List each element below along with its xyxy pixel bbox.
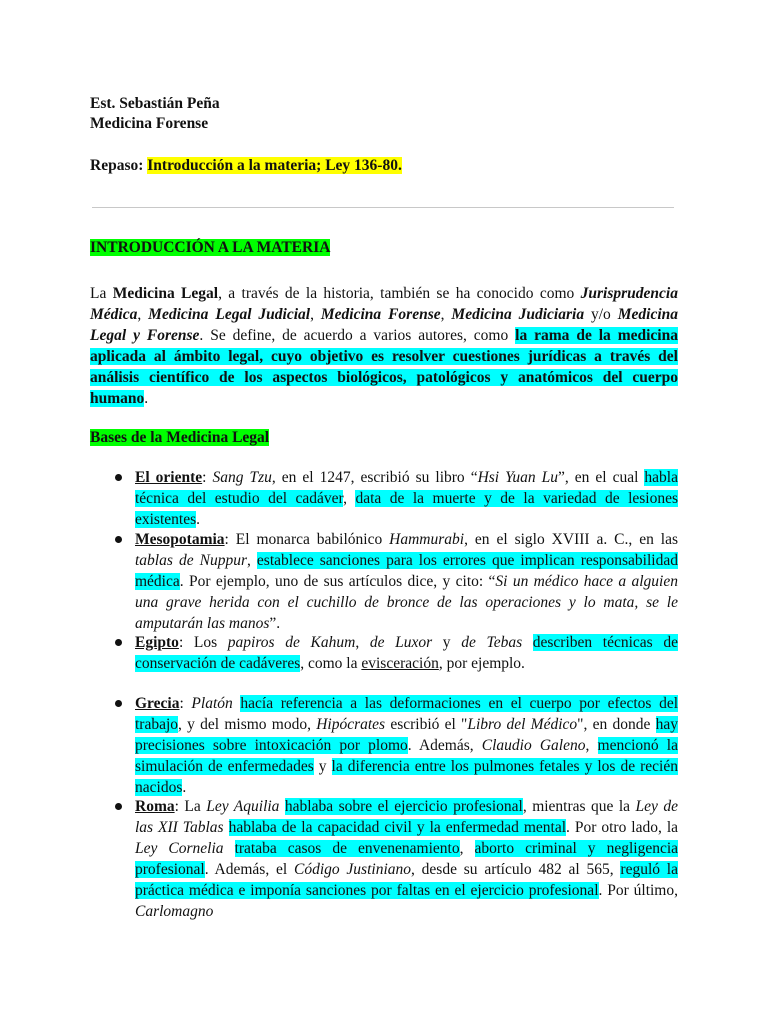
text: . [196, 511, 200, 528]
text: , [247, 552, 257, 569]
text: . Además, el [204, 861, 294, 878]
text: . [144, 390, 149, 407]
text: . Por otro lado, la [566, 819, 678, 836]
text: escribió el " [385, 716, 468, 733]
text [224, 819, 229, 836]
text: , [355, 634, 370, 651]
term: Medicina Legal Judicial [148, 306, 311, 323]
text: ", en donde [577, 716, 656, 733]
text: Ley Cornelia [135, 840, 224, 857]
list-item-mesopotamia [90, 529, 678, 634]
highlight: hablaba de la capacidad civil y la enfermedad mental [228, 819, 567, 836]
section-title-text: INTRODUCCIÓN A LA MATERIA [90, 239, 331, 256]
bullet-icon [115, 700, 122, 707]
term: Medicina Legal y Forense [90, 306, 679, 344]
text: Hsi Yuan Lu [477, 469, 558, 486]
text: . Por último, [598, 882, 678, 899]
text: , en el 1247, escribió su libro “ [271, 469, 478, 486]
text: y/o [584, 306, 618, 323]
highlight: describen técnicas de conservación de cadáveres [135, 634, 678, 672]
text: , por ejemplo. [438, 655, 525, 672]
subheading-text: Bases de la Medicina Legal [90, 429, 270, 446]
quote: Si un médico hace a alguien una grave herida con el cuchillo de bronce de las operaciones y lo mata, se le amputarán las manos [135, 573, 678, 632]
highlight: mencionó la simulación de enfermedades [135, 737, 678, 775]
text: , desde su artículo 482 al 565, [411, 861, 621, 878]
text: La [90, 285, 113, 302]
bullet-icon [115, 639, 122, 646]
text: evisceración [361, 655, 439, 672]
lead: Mesopotamia [135, 531, 225, 548]
text: Código Justiniano [293, 861, 412, 878]
highlight: reguló la práctica médica e imponía sanciones por faltas en el ejercicio profesional [135, 861, 678, 899]
highlight: la diferencia entre los pulmones fetales y los de recién nacidos [135, 758, 678, 796]
text: . Además, [407, 737, 482, 754]
term: Medicina Forense [320, 306, 441, 323]
lead: Egipto [135, 634, 179, 651]
term-medicina-legal: Medicina Legal [112, 285, 219, 302]
subheading [90, 429, 269, 447]
text: , [310, 306, 321, 323]
section-title [90, 239, 330, 257]
text: , [459, 840, 475, 857]
text: : [179, 695, 192, 712]
text: : [202, 469, 213, 486]
text: Hipócrates [316, 716, 386, 733]
text: Ley Aquilia [206, 798, 280, 815]
text: . Se define, de acuerdo a varios autores, como [199, 327, 516, 344]
list-item-grecia [90, 693, 678, 798]
text: Claudio Galeno [481, 737, 586, 754]
bullet-icon [115, 474, 122, 481]
text: ”, en el cual [557, 469, 645, 486]
text: , como la [300, 655, 362, 672]
text: ”. [269, 615, 281, 632]
lead: Roma [135, 798, 175, 815]
text [224, 840, 235, 857]
horizontal-rule [92, 207, 674, 208]
text: papiros de Kahum [227, 634, 356, 651]
intro-paragraph [90, 283, 678, 409]
text: y [313, 758, 332, 775]
text: : El monarca babilónico [224, 531, 390, 548]
list-item-oriente [90, 467, 678, 530]
highlight: hablaba sobre el ejercicio profesional [284, 798, 523, 815]
highlight: data de la muerte y de la variedad de lesiones existentes [135, 490, 679, 528]
text: , [440, 306, 452, 323]
text: . [182, 779, 187, 796]
highlight: aborto criminal y negligencia profesional [135, 840, 679, 878]
list-item-text [135, 693, 678, 798]
text: , [585, 737, 598, 754]
text [522, 634, 533, 651]
highlight: hacía referencia a las deformaciones en el cuerpo por efectos del trabajo [135, 695, 679, 733]
text: de Tebas [461, 634, 523, 651]
list-item-text [135, 632, 678, 674]
text: tablas de Nuppur [135, 552, 247, 569]
text: , en el siglo XVIII a. C., en las [464, 531, 678, 548]
text: , y del mismo modo, [178, 716, 317, 733]
subject-line: Medicina Forense [90, 115, 209, 132]
text: Sang Tzu [212, 469, 272, 486]
highlight: habla técnica del estudio del cadáver [135, 469, 678, 507]
highlight: hay precisiones sobre intoxicación por plomo [135, 716, 678, 754]
list-item-roma [90, 796, 678, 922]
term: Jurisprudencia Médica [90, 285, 678, 323]
text: Libro del Médico [467, 716, 578, 733]
author-line: Est. Sebastián Peña [90, 95, 220, 112]
text: , a través de la historia, también se ha conocido como [218, 285, 581, 302]
bullet-icon [115, 803, 122, 810]
list-item-text [135, 796, 678, 922]
highlight: trataba casos de envenenamiento [234, 840, 460, 857]
text: , [137, 306, 149, 323]
text: , [343, 490, 356, 507]
text: Hammurabi [389, 531, 465, 548]
text: . Por ejemplo, uno de sus artículos dice, y cito: “ [179, 573, 496, 590]
lead: El oriente [135, 469, 203, 486]
text: , mientras que la [522, 798, 636, 815]
text: Carlomagno [135, 903, 214, 920]
text: Ley de las XII Tablas [135, 798, 679, 836]
repaso-line [90, 157, 402, 175]
lead: Grecia [135, 695, 180, 712]
text: : Los [178, 634, 228, 651]
repaso-label: Repaso: [90, 157, 144, 174]
list-item-text [135, 467, 678, 530]
term: Medicina Judiciaria [451, 306, 585, 323]
text: de Luxor [369, 634, 433, 651]
list-item-text [135, 529, 678, 634]
text: Platón [191, 695, 233, 712]
repaso-topic: Introducción a la materia; Ley 136-80. [147, 157, 402, 174]
bullet-icon [115, 536, 122, 543]
definition-highlight: la rama de la medicina aplicada al ámbito legal, cuyo objetivo es resolver cuestiones jurídicas a través del análisis científico de los aspectos biológicos, patológicos y anatómicos del cuerpo humano [90, 327, 678, 407]
highlight: establece sanciones para los errores que implican responsabilidad médica [135, 552, 678, 590]
text: : La [174, 798, 207, 815]
list-item-egipto [90, 632, 678, 674]
text: y [432, 634, 462, 651]
